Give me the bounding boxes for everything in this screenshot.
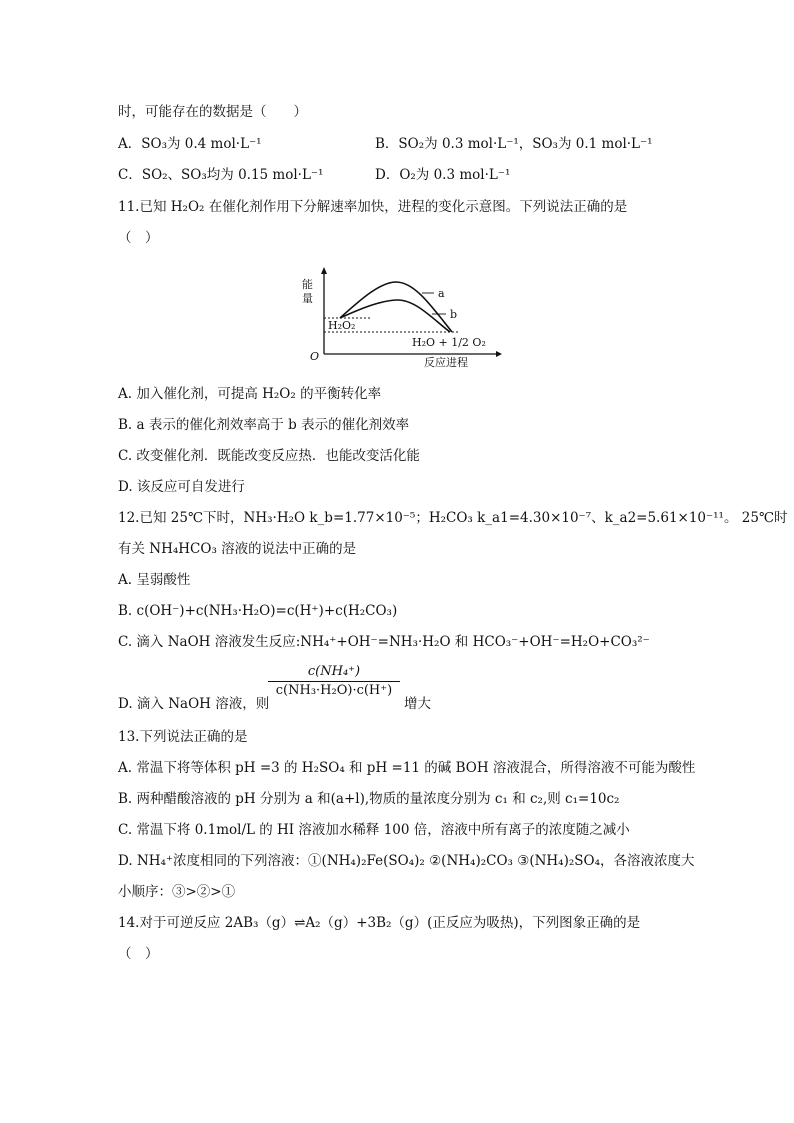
q11-option-c: C. 改变催化剂．既能改变反应热．也能改变活化能 [118, 448, 420, 464]
q13-option-b: B. 两种醋酸溶液的 pH 分别为 a 和(a+l),物质的量浓度分别为 c₁ 和 c₂,则 c₁=10c₂ [118, 791, 620, 807]
q12-option-d-suffix: 增大 [404, 696, 431, 712]
reactant-label: H₂O₂ [328, 319, 356, 332]
q13-option-d-line2: 小顺序：③>②>① [118, 884, 236, 900]
origin-label: O [310, 350, 320, 363]
x-label: 反应进程 [424, 356, 468, 369]
q13-option-d-line1: D. NH₄⁺浓度相同的下列溶液：①(NH₄)₂Fe(SO₄)₂ ②(NH₄)₂CO₃ ③(NH₄)₂SO₄，各溶液浓度大 [118, 853, 695, 869]
q12-fraction-bar [268, 681, 400, 682]
q11-option-d: D. 该反应可自发进行 [118, 479, 245, 495]
curve-b-label: b [450, 308, 458, 321]
q13-stem: 13.下列说法正确的是 [118, 729, 248, 745]
q14-stem: 14.对于可逆反应 2AB₃（g）⇌A₂（g）+3B₂（g）(正反应为吸热)，下列图象正确的是 [118, 915, 641, 931]
q11-option-a: A. 加入催化剂，可提高 H₂O₂ 的平衡转化率 [118, 386, 382, 402]
q13-option-a: A. 常温下将等体积 pH =3 的 H₂SO₄ 和 pH =11 的碱 BOH 溶液混合，所得溶液不可能为酸性 [118, 760, 696, 776]
q11-stem: 11.已知 H₂O₂ 在催化剂作用下分解速率加快，进程的变化示意图。下列说法正确的是 [118, 199, 628, 215]
q14-paren: （ ） [118, 946, 159, 962]
q12-option-a: A. 呈弱酸性 [118, 572, 191, 588]
q13-option-c: C. 常温下将 0.1mol/L 的 HI 溶液加水稀释 100 倍，溶液中所有离子的浓度随之减小 [118, 822, 630, 838]
y-label-2: 量 [302, 292, 313, 305]
curve-a-label: a [438, 287, 445, 300]
q10-option-c: C．SO₂、SO₃均为 0.15 mol·L⁻¹ [118, 167, 324, 183]
q12-option-b: B. c(OH⁻)+c(NH₃·H₂O)=c(H⁺)+c(H₂CO₃) [118, 603, 398, 619]
q10-option-b: B．SO₂为 0.3 mol·L⁻¹，SO₃为 0.1 mol·L⁻¹ [375, 136, 653, 152]
q12-stem-line2: 有关 NH₄HCO₃ 溶液的说法中正确的是 [118, 541, 357, 557]
q12-fraction [268, 664, 400, 698]
energy-diagram [300, 262, 510, 372]
q11-option-b: B. a 表示的催化剂效率高于 b 表示的催化剂效率 [118, 417, 410, 433]
q10-stem: 时，可能存在的数据是（ ） [118, 104, 307, 120]
product-label: H₂O + 1/2 O₂ [412, 336, 486, 349]
x-axis-arrow [496, 351, 502, 357]
curve-b [340, 300, 450, 332]
q12-option-d-prefix: D. 滴入 NaOH 溶液，则 [118, 696, 270, 712]
q10-option-d: D．O₂为 0.3 mol·L⁻¹ [375, 167, 511, 183]
y-axis-arrow [321, 267, 327, 274]
curve-a [340, 282, 452, 332]
q12-fraction-denominator: c(NH₃·H₂O)·c(H⁺) [275, 683, 393, 698]
q12-fraction-numerator: c(NH₄⁺) [307, 664, 361, 679]
q12-stem-line1: 12.已知 25℃下时，NH₃·H₂O k_b=1.77×10⁻⁵；H₂CO₃ k_a1=4.30×10⁻⁷、k_a2=5.61×10⁻¹¹。 25℃时 [118, 510, 788, 526]
q12-option-c: C. 滴入 NaOH 溶液发生反应:NH₄⁺+OH⁻=NH₃·H₂O 和 HCO₃⁻+OH⁻=H₂O+CO₃²⁻ [118, 634, 650, 650]
y-label-1: 能 [302, 278, 313, 291]
q11-paren: （ ） [118, 230, 159, 246]
q10-option-a: A．SO₃为 0.4 mol·L⁻¹ [118, 136, 262, 152]
